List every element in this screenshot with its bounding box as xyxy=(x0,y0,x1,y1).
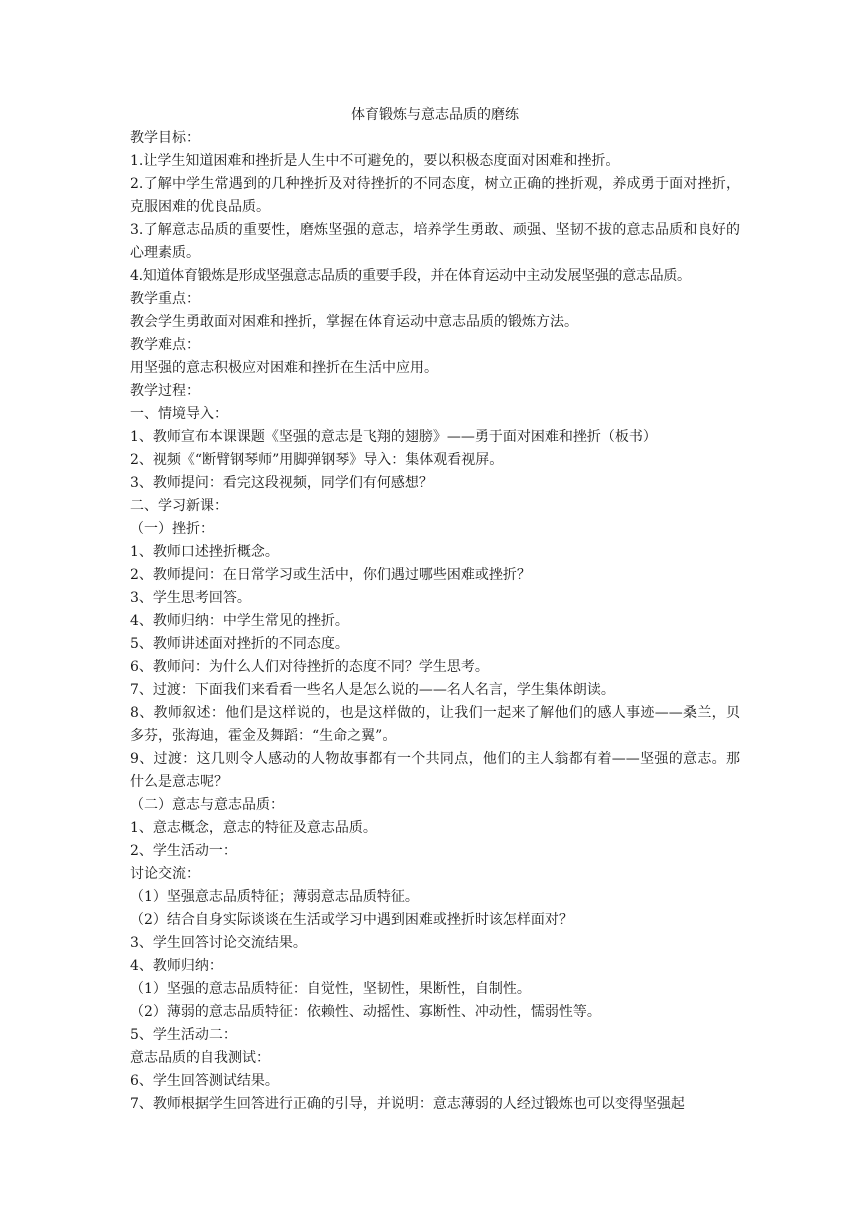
paragraph: 教学难点： xyxy=(130,337,200,353)
paragraph: 教学过程： xyxy=(130,383,200,399)
paragraph: 3、教师提问：看完这段视频，同学们有何感想？ xyxy=(130,475,433,491)
paragraph: 3、学生思考回答。 xyxy=(130,590,251,606)
paragraph: 7、教师根据学生回答进行正确的引导，并说明：意志薄弱的人经过锻炼也可以变得坚强起 xyxy=(130,1096,685,1112)
document-page xyxy=(130,104,740,1116)
paragraph: 1、教师口述挫折概念。 xyxy=(130,544,279,560)
paragraph: 教学目标： xyxy=(130,130,200,146)
paragraph: 1、意志概念，意志的特征及意志品质。 xyxy=(130,820,377,836)
paragraph: 5、学生活动二： xyxy=(130,1027,237,1043)
paragraph: 二、学习新课： xyxy=(130,498,228,514)
paragraph: 3.了解意志品质的重要性，磨炼坚强的意志，培养学生勇敢、顽强、坚韧不拔的意志品质和良好的心理素质。 xyxy=(130,222,740,261)
paragraph: 6、学生回答测试结果。 xyxy=(130,1073,279,1089)
paragraph: 2.了解中学生常遇到的几种挫折及对待挫折的不同态度，树立正确的挫折观，养成勇于面对挫折，克服困难的优良品质。 xyxy=(130,176,740,215)
paragraph: 7、过渡：下面我们来看看一些名人是怎么说的——名人名言，学生集体朗读。 xyxy=(130,682,615,698)
paragraph: 3、学生回答讨论交流结果。 xyxy=(130,935,307,951)
paragraph: 6、教师问：为什么人们对待挫折的态度不同？学生思考。 xyxy=(130,659,489,675)
paragraph: 教会学生勇敢面对困难和挫折，掌握在体育运动中意志品质的锻炼方法。 xyxy=(130,314,578,330)
paragraph: （1）坚强的意志品质特征：自觉性，坚韧性，果断性，自制性。 xyxy=(130,981,531,997)
paragraph: （二）意志与意志品质： xyxy=(130,797,284,813)
paragraph: 1.让学生知道困难和挫折是人生中不可避免的，要以积极态度面对困难和挫折。 xyxy=(130,153,620,169)
paragraph: 用坚强的意志积极应对困难和挫折在生活中应用。 xyxy=(130,360,438,376)
paragraph: 5、教师讲述面对挫折的不同态度。 xyxy=(130,636,349,652)
paragraph: 一、情境导入： xyxy=(130,406,228,422)
paragraph: 8、教师叙述：他们是这样说的，也是这样做的，让我们一起来了解他们的感人事迹——桑兰，贝多芬，张海迪，霍金及舞蹈：“生命之翼”。 xyxy=(130,705,740,744)
paragraph: 教学重点： xyxy=(130,291,200,307)
paragraph: （2）结合自身实际谈谈在生活或学习中遇到困难或挫折时该怎样面对？ xyxy=(130,912,573,928)
document-title: 体育锻炼与意志品质的磨练 xyxy=(351,107,519,123)
paragraph: 2、学生活动一： xyxy=(130,843,237,859)
paragraph: （2）薄弱的意志品质特征：依赖性、动摇性、寡断性、冲动性，懦弱性等。 xyxy=(130,1004,601,1020)
paragraph: 9、过渡：这几则令人感动的人物故事都有一个共同点，他们的主人翁都有着——坚强的意志。那什么是意志呢？ xyxy=(130,751,740,790)
paragraph: （一）挫折： xyxy=(130,521,214,537)
paragraph: 2、视频《“断臂钢琴师”用脚弹钢琴》导入：集体观看视屏。 xyxy=(130,452,504,468)
paragraph: 意志品质的自我测试： xyxy=(130,1050,270,1066)
paragraph: 4.知道体育锻炼是形成坚强意志品质的重要手段，并在体育运动中主动发展坚强的意志品质。 xyxy=(130,268,691,284)
paragraph: 4、教师归纳：中学生常见的挫折。 xyxy=(130,613,349,629)
paragraph: 4、教师归纳： xyxy=(130,958,223,974)
paragraph: （1）坚强意志品质特征；薄弱意志品质特征。 xyxy=(130,889,419,905)
paragraph: 讨论交流： xyxy=(130,866,200,882)
paragraph: 1、教师宣布本课课题《坚强的意志是飞翔的翅膀》——勇于面对困难和挫折（板书） xyxy=(130,429,657,445)
paragraph: 2、教师提问：在日常学习或生活中，你们遇过哪些困难或挫折？ xyxy=(130,567,531,583)
